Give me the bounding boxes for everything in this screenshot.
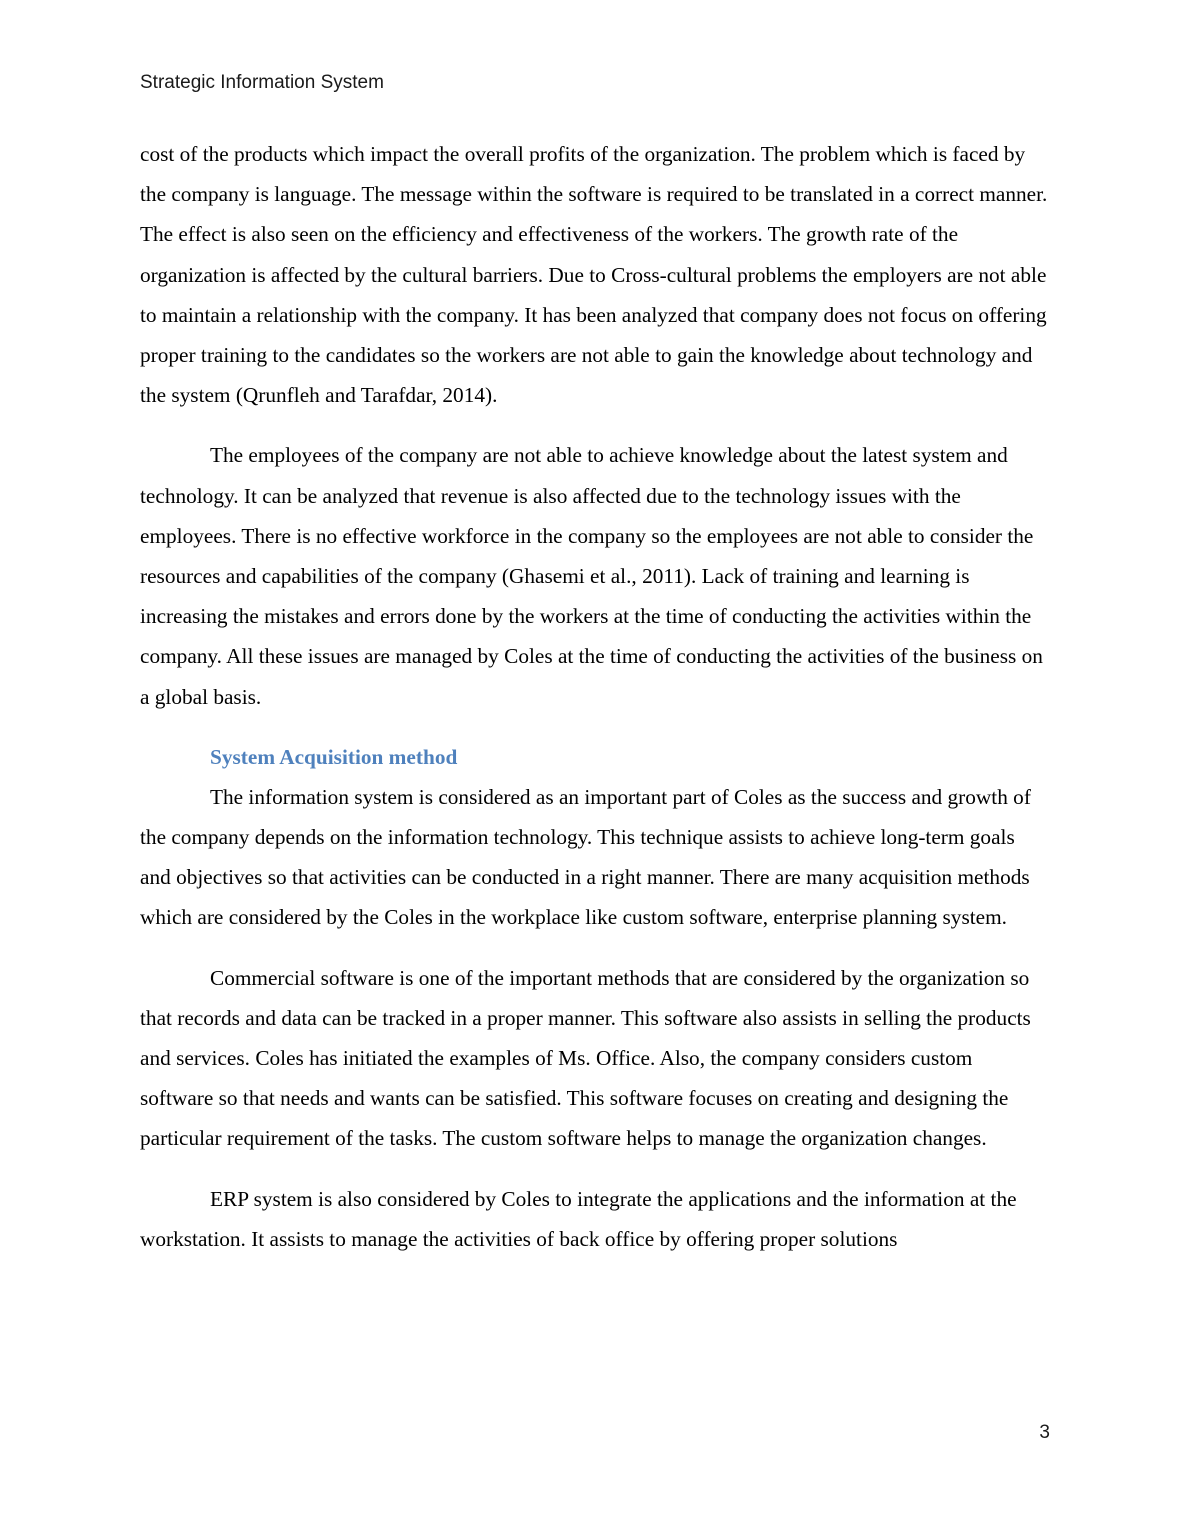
paragraph-employees-knowledge: The employees of the company are not able to achieve knowledge about the latest system and technology. It can be analyzed that revenue is also affected due to the technology issues with the employees. There is no effective workforce in the company so the employees are not able to consider the resources and capabilities of the company (Ghasemi et al., 2011). Lack of training and learning is increasing the mistakes and errors done by the workers at the time of conducting the activities within the company. All these issues are managed by Coles at the time of conducting the activities of the business on a global basis.	[140, 443, 1043, 709]
paragraph-commercial-software: Commercial software is one of the important methods that are considered by the organization so that records and data can be tracked in a proper manner. This software also assists in selling the products and services. Coles has initiated the examples of Ms. Office. Also, the company considers custom software so that needs and wants can be satisfied. This software focuses on creating and designing the particular requirement of the tasks. The custom software helps to manage the organization changes.	[140, 965, 1031, 1151]
section-heading-system-acquisition: System Acquisition method	[210, 744, 458, 769]
paragraph-information-system: The information system is considered as an important part of Coles as the success and growth of the company depends on the information technology. This technique assists to achieve long-term goals and objectives so that activities can be conducted in a right manner. There are many acquisition methods which are considered by the Coles in the workplace like custom software, enterprise planning system.	[140, 784, 1031, 930]
paragraph-erp-system: ERP system is also considered by Coles to integrate the applications and the information at the workstation. It assists to manage the activities of back office by offering proper solutions	[140, 1186, 1017, 1251]
page-number: 3	[1039, 1422, 1050, 1443]
running-header: Strategic Information System	[140, 72, 384, 93]
document-body	[140, 134, 1050, 1279]
paragraph-continuation: cost of the products which impact the overall profits of the organization. The problem which is faced by the company is language. The message within the software is required to be translated in a correct manner. The effect is also seen on the efficiency and effectiveness of the workers. The growth rate of the organization is affected by the cultural barriers. Due to Cross-cultural problems the employers are not able to maintain a relationship with the company. It has been analyzed that company does not focus on offering proper training to the candidates so the workers are not able to gain the knowledge about technology and the system (Qrunfleh and Tarafdar, 2014).	[140, 142, 1048, 408]
